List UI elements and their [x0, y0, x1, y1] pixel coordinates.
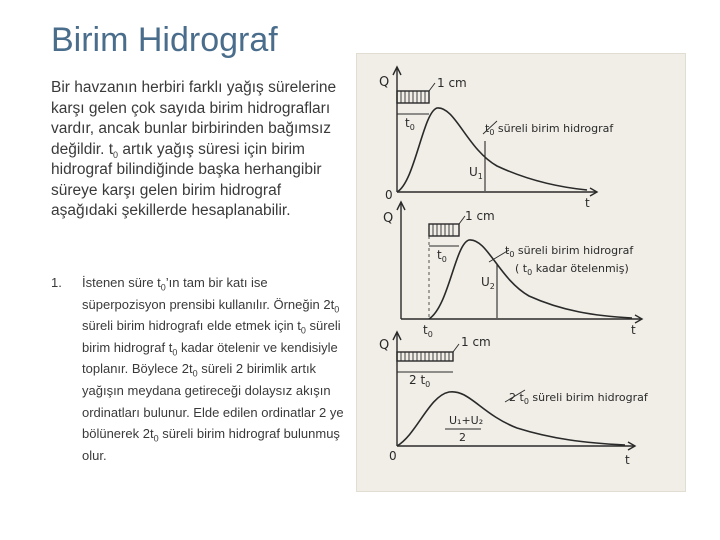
panel1-curve-label: $t_0$ süreli birim hidrograf [485, 122, 614, 137]
list-number: 1. [51, 275, 62, 290]
panel1-q-label: Q [379, 75, 390, 90]
panel3-curve-label: 2 $t_0$ süreli birim hidrograf [509, 391, 648, 406]
figure-labels [379, 75, 649, 467]
panel1-rain-label: 1 cm [437, 76, 467, 90]
panel3-rain-label: 1 cm [461, 335, 491, 349]
hydrograph-figure [356, 53, 686, 492]
panel1-u-label: $U_1$ [469, 165, 483, 181]
panel1-rain-leader [429, 83, 435, 91]
panel1-rain-hatch [401, 91, 425, 103]
panel1-hydrograph-curve [397, 108, 587, 192]
panel2-t-axis-label: t [631, 323, 636, 337]
panel2-t0-axis-label: $t_0$ [423, 323, 433, 339]
panel3-rain-hatch [401, 352, 449, 361]
panel2-curve-label: $t_0$ süreli birim hidrograf [505, 244, 634, 259]
panel2-rain-label: 1 cm [465, 209, 495, 223]
panel2-rain-block [429, 224, 459, 236]
hydrograph-diagram [357, 54, 685, 491]
panel3-q-label: Q [379, 338, 390, 353]
panel3-rain-leader [453, 344, 459, 352]
slide-title: Birim Hidrograf [51, 21, 278, 59]
panel2-shift-note: ( $t_0$ kadar ötelenmiş) [515, 262, 629, 277]
panel3-fraction-denominator: 2 [459, 431, 466, 444]
panel3-origin-label: 0 [389, 449, 397, 463]
panel2-u-label: $U_2$ [481, 275, 495, 291]
list-item-text: İstenen süre $t_0’ın$ tam bir katı ise süperpozisyon prensibi kullanılır. Örneğin $2t_0$ süreli birim hidrografı elde etmek için $t_0$ süreli birim hidrograf $t_0$ kadar ötelenir ve kendisiyle toplanır. Böylece $2t_0$ süreli 2 birimlik artık yağışın meydana getireceği dolaysız akışın ordinatları bulunur. Elde edilen ordinatlar 2 ye bölünerek $2t_0$ süreli birim hidrograf bulunmuş olur. [82, 275, 344, 463]
panel3-fraction-numerator: U₁+U₂ [449, 414, 484, 427]
panel1-t-axis-label: t [585, 196, 590, 210]
panel3-t-axis-label: t [625, 453, 630, 467]
panel1-t0-label: $t_0$ [405, 116, 415, 132]
panel2-t0-label: $t_0$ [437, 248, 447, 264]
panel3-dur-label: 2 $t_0$ [409, 373, 431, 389]
panel2-q-label: Q [383, 211, 394, 226]
intro-paragraph: Bir havzanın herbiri farklı yağış sürelerine karşı gelen çok sayıda birim hidrografları vardır, ancak bunlar birbirinden bağımsız değildir. $t_0$ artık yağış süresi için birim hidrograf bilindiğinde başka herhangibir süreye karşı gelen birim hidrograf aşağıdaki şekillerde hesaplanabilir. [51, 79, 337, 219]
panel2-rain-hatch [433, 224, 453, 236]
panel1-origin-label: 0 [385, 188, 393, 202]
